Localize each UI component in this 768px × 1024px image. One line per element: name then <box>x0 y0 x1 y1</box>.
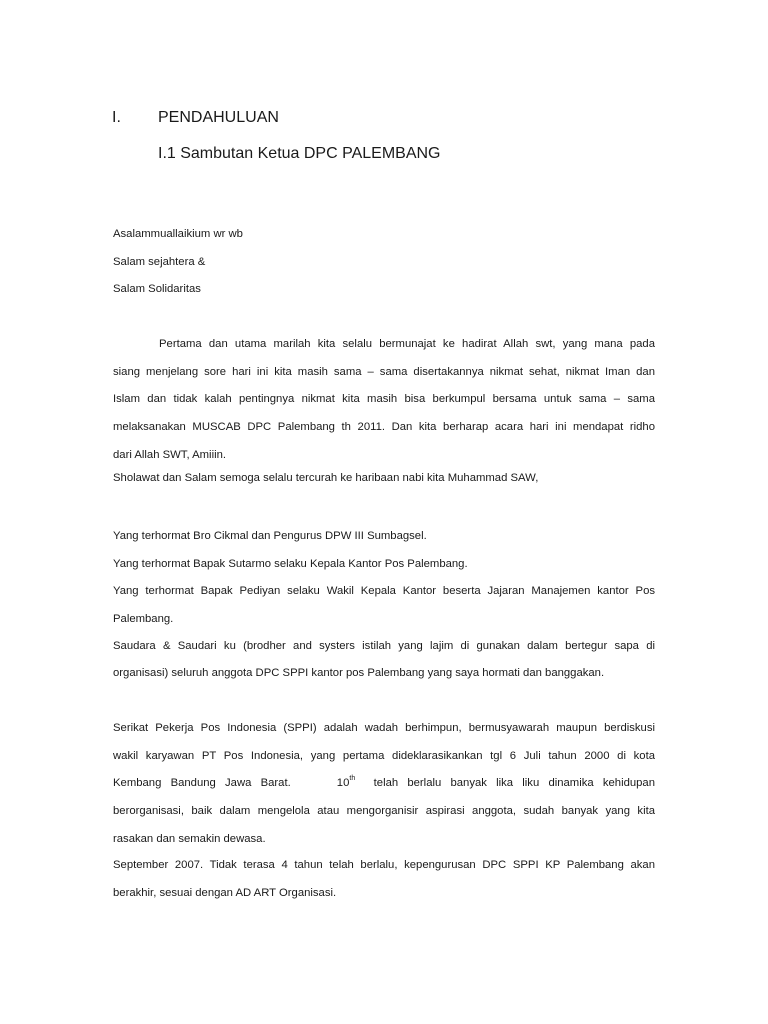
paragraph-line: Palembang. <box>113 613 174 626</box>
opening-paragraph <box>113 331 655 493</box>
paragraph-line: Sholawat dan Salam semoga selalu tercurah ke haribaan nabi kita Muhammad SAW, <box>113 472 539 485</box>
greeting-line: Salam sejahtera & <box>113 255 206 268</box>
paragraph-line: Yang terhormat Bapak Sutarmo selaku Kepala Kantor Pos Palembang. <box>113 557 468 570</box>
paragraph-line: wakil karyawan PT Pos Indonesia, yang pertama dideklarasikankan tgl 6 Juli tahun 2000 di kota <box>113 749 655 762</box>
greeting-line: Salam Solidaritas <box>113 283 201 296</box>
paragraph-line: Saudara & Saudari ku (brodher and systers istilah yang lajim di gunakan dalam bertegur sapa di <box>113 639 655 652</box>
line-part: Kembang Bandung Jawa Barat. 10 <box>113 777 350 790</box>
sppi-paragraph <box>113 715 655 908</box>
paragraph-line: rasakan dan semakin dewasa. <box>113 832 266 845</box>
greeting-block <box>113 221 655 304</box>
paragraph-line: Islam dan tidak kalah pentingnya nikmat kita masih bisa berkumpul bersama untuk sama – sama <box>113 393 655 406</box>
superscript-th: th <box>349 775 356 783</box>
paragraph-line: berorganisasi, baik dalam mengelola atau mengorganisir aspirasi anggota, sudah banyak yang kita <box>113 805 655 818</box>
paragraph-line: Yang terhormat Bapak Pediyan selaku Wakil Kepala Kantor beserta Jajaran Manajemen kantor Pos <box>113 585 655 598</box>
subsection-title: I.1 Sambutan Ketua DPC PALEMBANG <box>158 145 441 162</box>
paragraph-line: siang menjelang sore hari ini kita masih sama – sama disertakannya nikmat sehat, nikmat Iman dan <box>113 365 655 378</box>
paragraph-line: September 2007. Tidak terasa 4 tahun telah berlalu, kepengurusan DPC SPPI KP Palembang akan <box>113 859 655 872</box>
salutation-paragraph <box>113 523 655 688</box>
paragraph-line: organisasi) seluruh anggota DPC SPPI kantor pos Palembang yang saya hormati dan banggakan. <box>113 667 605 680</box>
line-part: telah berlalu banyak lika liku dinamika kehidupan <box>355 777 655 790</box>
greeting-line: Asalammuallaikium wr wb <box>113 228 243 240</box>
section-number: I. <box>112 109 121 126</box>
paragraph-line: Pertama dan utama marilah kita selalu bermunajat ke hadirat Allah swt, yang mana pada <box>159 338 655 350</box>
paragraph-line: dari Allah SWT, Amiiin. <box>113 448 227 461</box>
paragraph-line: Yang terhormat Bro Cikmal dan Pengurus DPW III Sumbagsel. <box>113 530 427 542</box>
paragraph-line: melaksanakan MUSCAB DPC Palembang th 2011. Dan kita berharap acara hari ini mendapat ridho <box>113 421 655 434</box>
paragraph-line: Serikat Pekerja Pos Indonesia (SPPI) adalah wadah berhimpun, bermusyawarah maupun berdiskusi <box>113 722 655 734</box>
paragraph-line: berakhir, sesuai dengan AD ART Organisasi. <box>113 887 337 900</box>
section-title: PENDAHULUAN <box>158 109 279 126</box>
paragraph-line <box>113 770 655 798</box>
